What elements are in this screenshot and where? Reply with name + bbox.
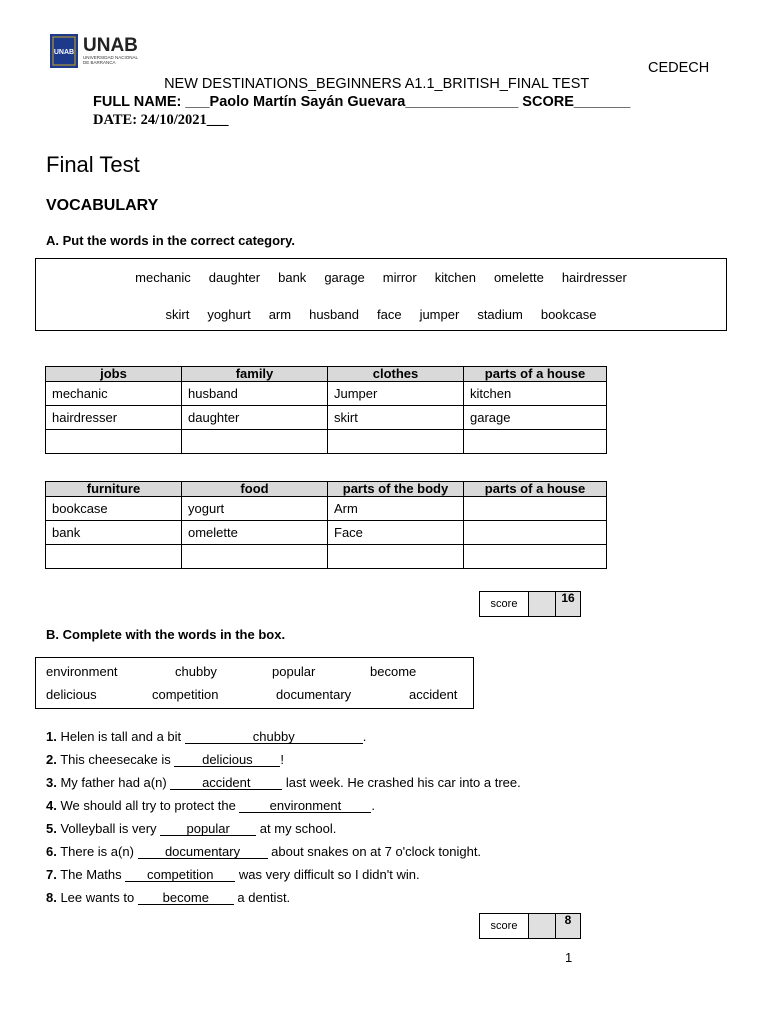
sentence-number: 4.	[46, 798, 57, 813]
word-item: mechanic	[135, 270, 191, 285]
sentence-7	[46, 867, 420, 882]
table-cell[interactable]	[46, 545, 182, 569]
word-item: chubby	[175, 664, 217, 679]
score-value: 8	[556, 914, 580, 938]
unab-logo	[50, 32, 146, 72]
answer-blank[interactable]: delicious	[174, 753, 280, 767]
table-cell[interactable]: husband	[182, 382, 328, 406]
sentence-8	[46, 890, 290, 905]
word-item: husband	[309, 307, 359, 322]
answer-blank[interactable]: accident	[170, 776, 282, 790]
column-header: food	[182, 482, 328, 497]
table-cell[interactable]	[328, 545, 464, 569]
table-cell[interactable]: bank	[46, 521, 182, 545]
full-name-line: FULL NAME: ___Paolo Martín Sayán Guevara______________ SCORE_______	[93, 94, 631, 110]
table-cell[interactable]: garage	[464, 406, 607, 430]
sentence-text: We should all try to protect the	[56, 798, 240, 813]
word-row-1	[36, 270, 726, 285]
sentence-number: 7.	[46, 867, 57, 882]
table-cell[interactable]	[464, 497, 607, 521]
word-item: popular	[272, 664, 316, 679]
category-table-1	[45, 366, 607, 454]
sentence-1	[46, 729, 366, 744]
column-header: parts of a house	[464, 482, 607, 497]
word-item: arm	[268, 307, 292, 322]
word-item: documentary	[276, 687, 352, 702]
sentence-6	[46, 844, 481, 859]
word-item: accident	[409, 687, 458, 702]
word-item: omelette	[493, 270, 544, 285]
section-title-vocabulary: VOCABULARY	[46, 197, 159, 214]
sentence-number: 3.	[46, 775, 57, 790]
svg-text:UNAB: UNAB	[53, 49, 75, 56]
sentence-number: 2.	[46, 752, 57, 767]
sentence-text: last week. He crashed his car into a tree.	[282, 775, 521, 790]
word-item: become	[370, 664, 417, 679]
table-cell[interactable]	[464, 521, 607, 545]
instruction-part-b: B. Complete with the words in the box.	[46, 627, 286, 642]
course-title: NEW DESTINATIONS_BEGINNERS A1.1_BRITISH_FINAL TEST	[164, 76, 590, 92]
table-row	[46, 545, 607, 569]
word-box-a	[35, 258, 727, 331]
sentence-text: about snakes on at 7 o'clock tonight.	[267, 844, 482, 859]
sentence-text: Lee wants to	[56, 890, 138, 905]
sentence-4	[46, 798, 375, 813]
sentence-text: Volleyball is very	[56, 821, 161, 836]
table-cell[interactable]	[464, 545, 607, 569]
answer-blank[interactable]: competition	[125, 868, 235, 882]
sentence-text: .	[362, 729, 367, 744]
table-cell[interactable]	[46, 430, 182, 454]
word-item: mirror	[382, 270, 417, 285]
answer-blank[interactable]: become	[138, 891, 234, 905]
table-cell[interactable]	[182, 430, 328, 454]
score-label: score	[480, 592, 529, 616]
word-item: bookcase	[540, 307, 597, 322]
sentence-text: This cheesecake is	[56, 752, 175, 767]
table-cell[interactable]: mechanic	[46, 382, 182, 406]
answer-blank[interactable]: environment	[239, 799, 371, 813]
answer-blank[interactable]: chubby	[185, 730, 363, 744]
page-number: 1	[565, 950, 573, 965]
answer-blank[interactable]: documentary	[138, 845, 268, 859]
table-cell[interactable]	[328, 430, 464, 454]
sentence-number: 6.	[46, 844, 57, 859]
column-header: parts of the body	[328, 482, 464, 497]
table-header-row	[46, 482, 607, 497]
page-title: Final Test	[46, 152, 140, 177]
score-value: 16	[556, 592, 580, 616]
table-row	[46, 406, 607, 430]
table-cell[interactable]: Arm	[328, 497, 464, 521]
table-cell[interactable]	[182, 545, 328, 569]
column-header: furniture	[46, 482, 182, 497]
sentence-number: 1.	[46, 729, 57, 744]
word-item: jumper	[419, 307, 460, 322]
answer-blank[interactable]: popular	[160, 822, 256, 836]
logo-subtitle-2: DE BARRANCA	[83, 60, 116, 65]
date-line: DATE: 24/10/2021___	[93, 112, 229, 128]
table-cell[interactable]: hairdresser	[46, 406, 182, 430]
word-item: delicious	[46, 687, 97, 702]
institute-name: CEDECH	[648, 60, 710, 76]
column-header: family	[182, 367, 328, 382]
table-cell[interactable]: skirt	[328, 406, 464, 430]
word-item: kitchen	[434, 270, 476, 285]
sentence-number: 8.	[46, 890, 57, 905]
table-cell[interactable]: omelette	[182, 521, 328, 545]
score-box-part-a	[479, 591, 581, 617]
word-item: environment	[46, 664, 118, 679]
logo-subtitle-1: UNIVERSIDAD NACIONAL	[83, 55, 139, 60]
sentence-number: 5.	[46, 821, 57, 836]
logo-brand: UNAB	[83, 35, 138, 56]
word-item: competition	[152, 687, 219, 702]
sentence-text: The Maths	[56, 867, 126, 882]
word-row-2	[36, 307, 726, 322]
sentence-5	[46, 821, 336, 836]
table-header-row	[46, 367, 607, 382]
table-row	[46, 382, 607, 406]
sentence-3	[46, 775, 521, 790]
table-cell[interactable]: kitchen	[464, 382, 607, 406]
score-box-part-b	[479, 913, 581, 939]
sentence-text: My father had a(n)	[56, 775, 171, 790]
word-item: daughter	[208, 270, 261, 285]
instruction-part-a: A. Put the words in the correct category.	[46, 233, 295, 248]
sentence-text: at my school.	[256, 821, 337, 836]
sentence-text: Helen is tall and a bit	[56, 729, 185, 744]
sentence-text: was very difficult so I didn't win.	[235, 867, 420, 882]
word-item: garage	[324, 270, 365, 285]
table-cell[interactable]: Jumper	[328, 382, 464, 406]
table-row	[46, 497, 607, 521]
category-table-2	[45, 481, 607, 569]
sentence-text: There is a(n)	[56, 844, 138, 859]
word-item: stadium	[477, 307, 523, 322]
sentence-2	[46, 752, 284, 767]
table-cell[interactable]: bookcase	[46, 497, 182, 521]
sentence-text: .	[371, 798, 376, 813]
table-cell[interactable]: yogurt	[182, 497, 328, 521]
column-header: clothes	[328, 367, 464, 382]
word-item: hairdresser	[561, 270, 627, 285]
column-header: parts of a house	[464, 367, 607, 382]
table-row	[46, 430, 607, 454]
word-box-b	[35, 657, 474, 709]
table-cell[interactable]	[464, 430, 607, 454]
word-item: skirt	[165, 307, 190, 322]
sentence-text: a dentist.	[233, 890, 291, 905]
score-blank	[529, 592, 556, 616]
table-cell[interactable]: Face	[328, 521, 464, 545]
table-cell[interactable]: daughter	[182, 406, 328, 430]
sentence-text: !	[280, 752, 285, 767]
word-item: yoghurt	[207, 307, 251, 322]
score-label: score	[480, 914, 529, 938]
column-header: jobs	[46, 367, 182, 382]
table-row	[46, 521, 607, 545]
word-item: bank	[278, 270, 307, 285]
word-item: face	[376, 307, 402, 322]
score-blank	[529, 914, 556, 938]
